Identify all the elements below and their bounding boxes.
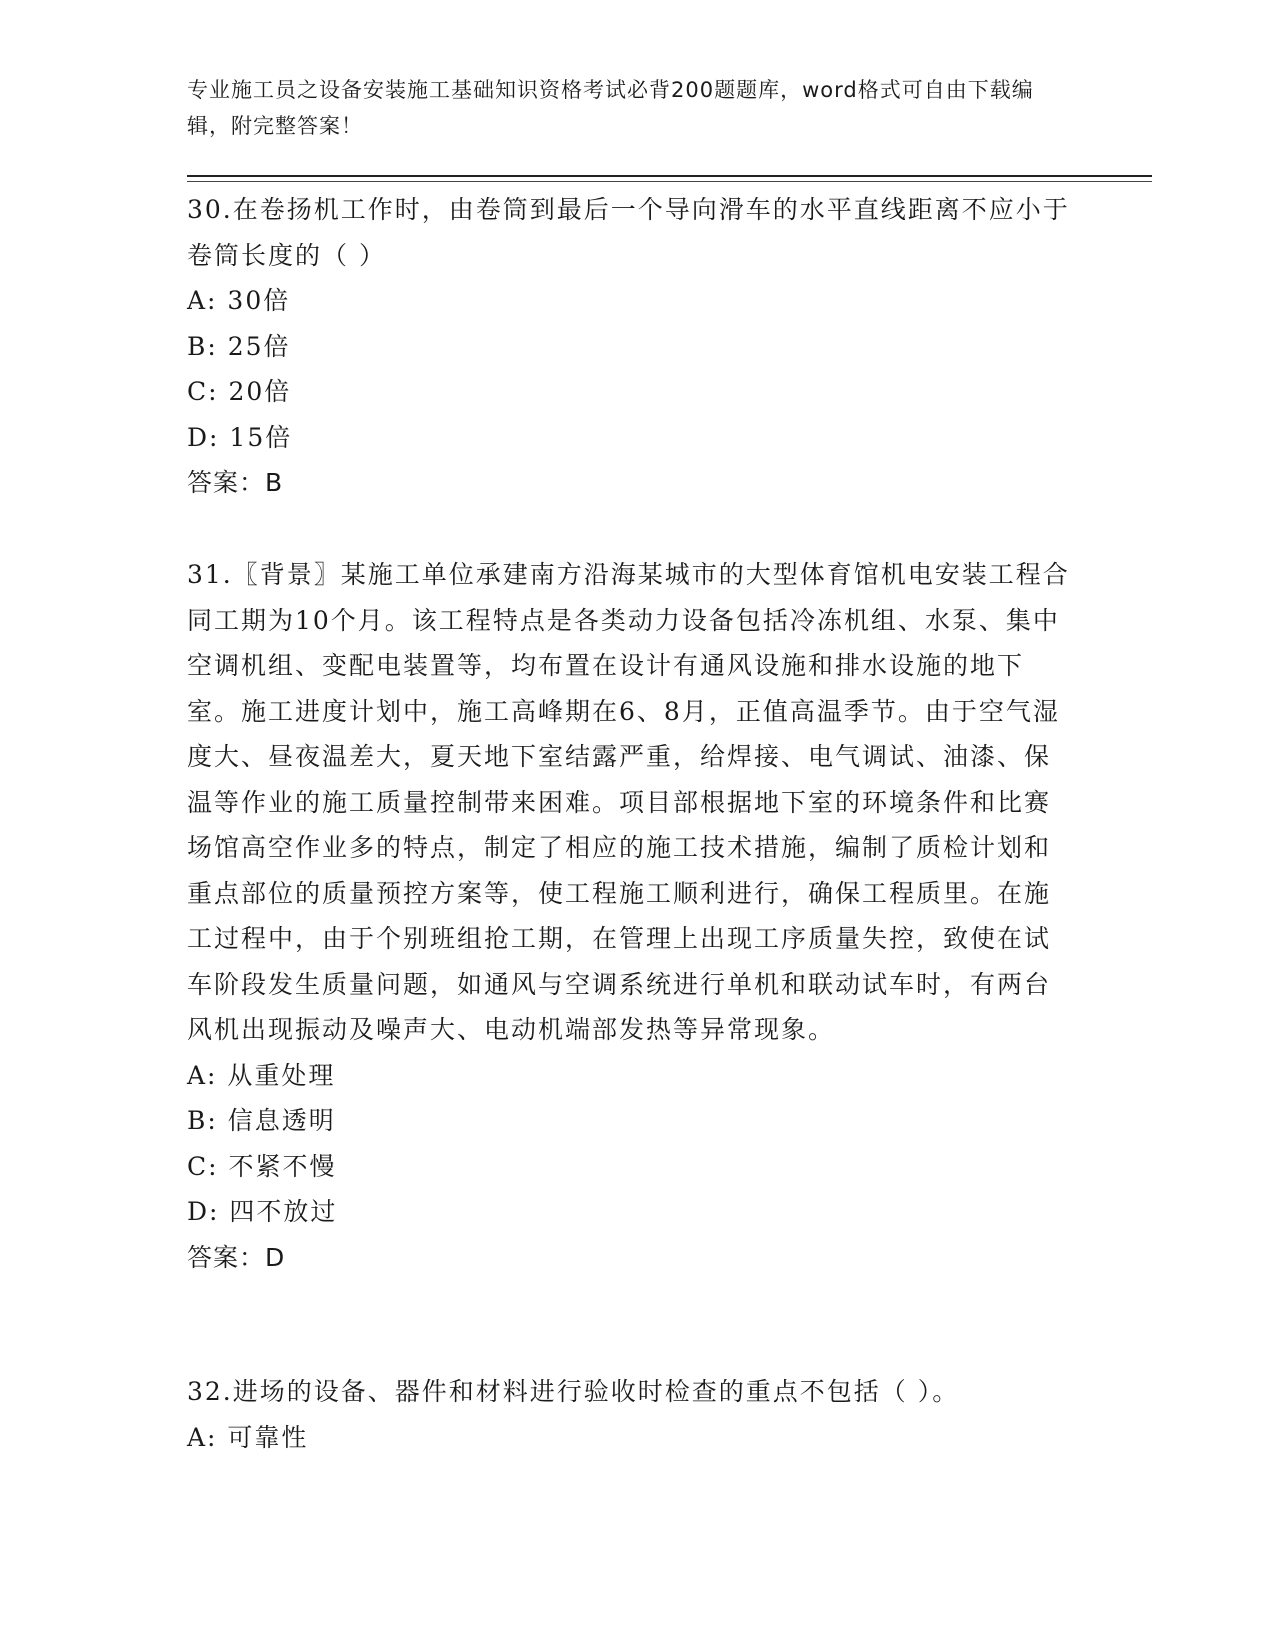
option-c: C: 不紧不慢 (187, 1151, 337, 1181)
option-b: B: 信息透明 (187, 1106, 336, 1135)
question-31 (187, 552, 1077, 1280)
option-d: D: 四不放过 (187, 1197, 338, 1226)
question-stem: 30.在卷扬机工作时，由卷筒到最后一个导向滑车的水平直线距离不应小于卷筒长度的（ ） (187, 195, 1070, 270)
document-header: 专业施工员之设备安装施工基础知识资格考试必背200题题库，word格式可自由下载编辑，附完整答案！ (187, 78, 1034, 138)
question-stem: 31.〖背景〗某施工单位承建南方沿海某城市的大型体育馆机电安装工程合同工期为10个月。该工程特点是各类动力设备包括冷冻机组、水泵、集中空调机组、变配电装置等，均布置在设计有通风设施和排水设施的地下室。施工进度计划中，施工高峰期在6、8月，正值高温季节。由于空气湿度大、昼夜温差大，夏天地下室结露严重，给焊接、电气调试、油漆、保温等作业的施工质量控制带来困难。项目部根据地下室的环境条件和比赛场馆高空作业多的特点，制定了相应的施工技术措施，编制了质检计划和重点部位的质量预控方案等，使工程施工顺利进行，确保工程质里。在施工过程中，由于个别班组抢工期，在管理上出现工序质量失控，致使在试车阶段发生质量问题，如通风与空调系统进行单机和联动试车时，有两台风机出现振动及噪声大、电动机端部发热等异常现象。 (187, 560, 1070, 1044)
header-divider-thick (187, 175, 1152, 177)
option-a: A: 从重处理 (187, 1060, 336, 1090)
question-32 (187, 1369, 1077, 1460)
answer-line: 答案：B (187, 468, 284, 497)
question-stem: 32.进场的设备、器件和材料进行验收时检查的重点不包括（ ）。 (187, 1377, 960, 1406)
option-b: B: 25倍 (187, 331, 291, 361)
answer-line: 答案：D (187, 1242, 286, 1272)
header-divider-thin (187, 181, 1152, 182)
option-a: A: 可靠性 (187, 1422, 309, 1452)
option-a: A: 30倍 (187, 286, 291, 315)
document-page (187, 0, 1152, 1650)
option-d: D: 15倍 (187, 422, 293, 452)
option-c: C: 20倍 (187, 377, 292, 406)
question-30 (187, 187, 1077, 506)
